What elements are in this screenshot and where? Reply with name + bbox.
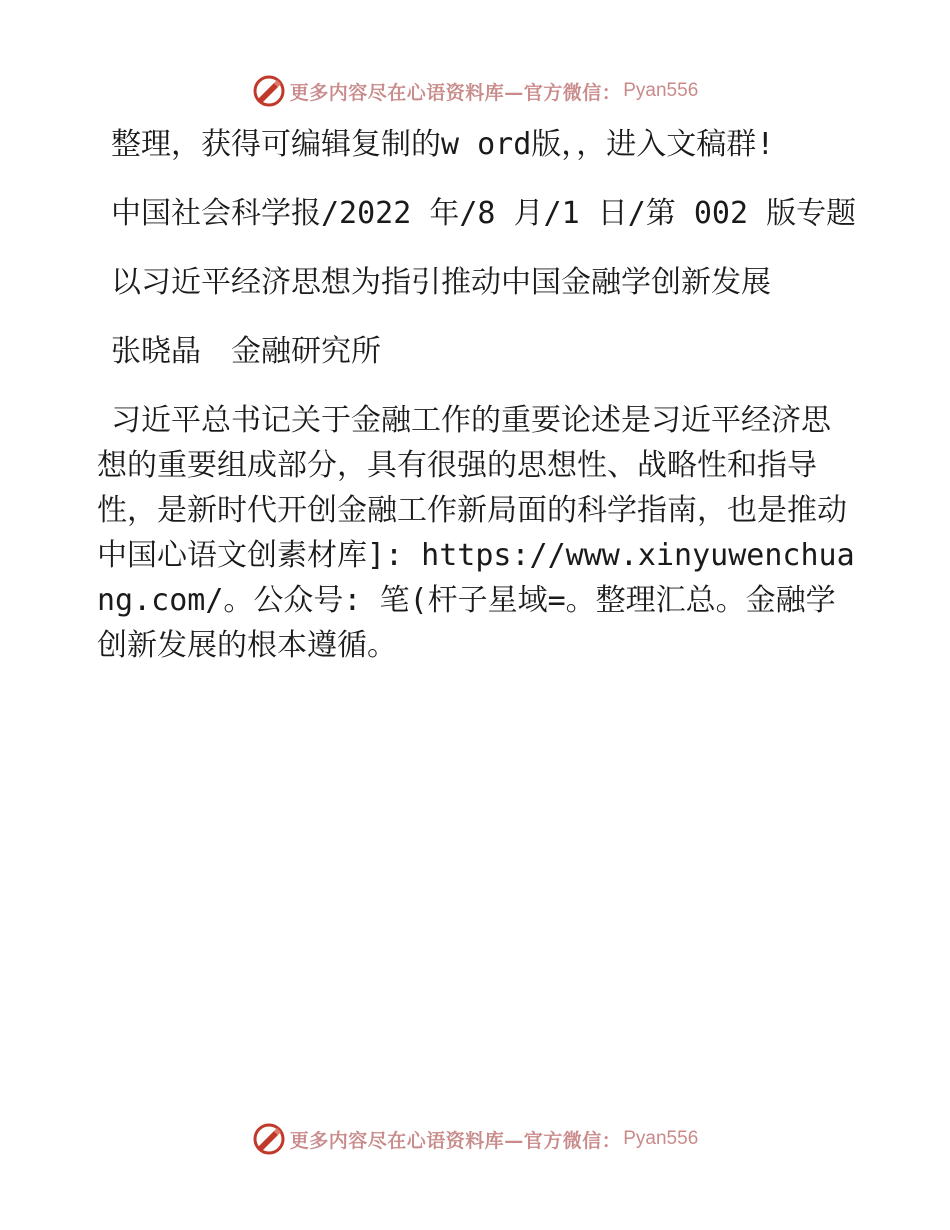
pen-logo-icon bbox=[252, 74, 286, 108]
article-author: 张晓晶 金融研究所 bbox=[111, 334, 381, 369]
article-title: 以习近平经济思想为指引推动中国金融学创新发展 bbox=[111, 265, 771, 300]
document-body bbox=[97, 122, 857, 692]
paragraph-intro: 整理，获得可编辑复制的w ord版，，进入文稿群! bbox=[111, 127, 775, 162]
pen-logo-icon bbox=[252, 1122, 286, 1156]
footer-watermark bbox=[0, 1119, 950, 1159]
watermark-wechat-id: Pyan556 bbox=[623, 80, 699, 101]
header-watermark bbox=[0, 71, 950, 111]
watermark-text: 更多内容尽在心语资料库—官方微信： bbox=[289, 81, 622, 104]
watermark-wechat-id: Pyan556 bbox=[623, 1128, 699, 1149]
paragraph-body: 习近平总书记关于金融工作的重要论述是习近平经济思想的重要组成部分，具有很强的思想性、战略性和指导性，是新时代开创金融工作新局面的科学指南，也是推动中国心语文创素材库]: https://www.xinyuwenchuang.com/。公众号: 笔(杆子星域=。整理汇总。金融学创新发展的根本遵循。 bbox=[97, 403, 855, 663]
paragraph-source: 中国社会科学报/2022 年/8 月/1 日/第 002 版专题 bbox=[111, 196, 857, 231]
watermark-text: 更多内容尽在心语资料库—官方微信： bbox=[289, 1129, 622, 1152]
